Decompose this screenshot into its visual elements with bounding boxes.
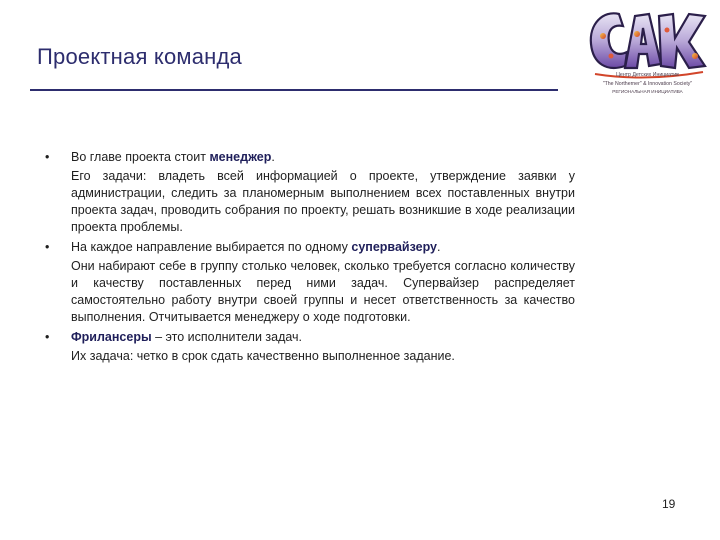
list-item [45,329,575,365]
bullet-lead-bold: Фрилансеры [71,330,152,344]
bullet-lead [45,149,575,166]
bullet-icon: • [45,240,50,254]
logo-caption-line-1: Центр Детских Инициатив [616,72,679,78]
bullet-icon: • [45,150,50,164]
list-item [45,239,575,326]
bullet-lead-text: Во главе проекта стоит [71,150,210,164]
list-item [45,149,575,236]
logo-caption-line-3: РЕГИОНАЛЬНАЯ ИНИЦИАТИВА [612,89,683,94]
bullet-lead-tail: . [437,240,441,254]
bullet-lead-bold: менеджер [209,150,272,164]
bullet-lead-text: На каждое направление выбирается по одному [71,240,352,254]
organization-logo [585,4,710,109]
title-underline [30,89,558,91]
bullet-list [45,149,575,368]
graffiti-logo-icon [585,4,710,82]
page-number: 19 [662,497,676,511]
bullet-lead-tail: – это исполнители задач. [151,330,303,344]
bullet-paragraph: Они набирают себе в группу столько человек, сколько требуется согласно количеству и качеству поставленных перед ними задач. Супервайзер распределяет самостоятельно работу внутри своей группы и несет ответственность за качество выполнения. Отчитывается менеджеру о ходе подготовки. [71,259,575,324]
slide-title: Проектная команда [37,44,242,69]
bullet-lead-tail: . [271,150,275,164]
logo-caption-line-2: "The Northerner" & Innovation Society" [602,81,693,87]
bullet-paragraph: Их задача: четко в срок сдать качественно выполненное задание. [71,349,455,363]
bullet-paragraph: Его задачи: владеть всей информацией о проекте, утверждение заявки у администрации, следить за планомерным выполнением всех поставленных внутри проекта задач, проводить собрания по проекту, решать возникшие в ходе реализации проекта проблемы. [71,169,575,234]
bullet-icon: • [45,330,50,344]
bullet-lead-bold: супервайзеру [351,240,438,254]
bullet-lead [45,329,575,346]
bullet-lead [45,239,575,256]
